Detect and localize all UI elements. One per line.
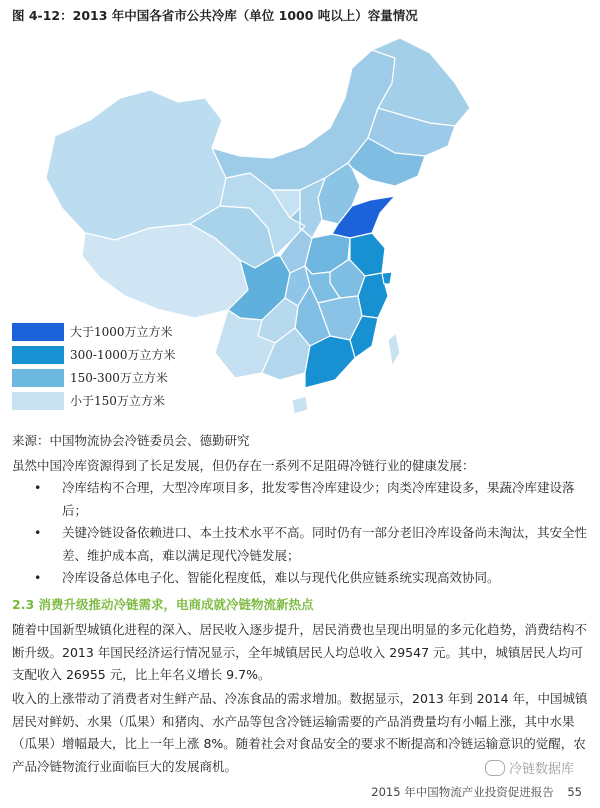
region-hainan	[292, 396, 308, 414]
legend-swatch	[12, 392, 64, 410]
legend-item	[12, 320, 176, 343]
page-footer	[371, 784, 582, 800]
intro-paragraph: 虽然中国冷库资源得到了长足发展，但仍存在一系列不足阻碍冷链行业的健康发展：	[12, 458, 475, 473]
footer-report-title: 2015 年中国物流产业投资促进报告	[371, 785, 554, 799]
legend-swatch	[12, 323, 64, 341]
bullet-text: 关键冷链设备依赖进口、本土技术水平不高。同时仍有一部分老旧冷库设备尚未淘汰，其安全性差、维护成本高，难以满足现代冷链发展；	[62, 525, 588, 563]
region-shanghai	[382, 272, 392, 284]
region-taiwan	[388, 333, 400, 366]
bullet-marker: •	[34, 525, 42, 540]
bullet-item	[12, 567, 588, 590]
body-paragraph: 收入的上涨带动了消费者对生鲜产品、冷冻食品的需求增加。数据显示，2013 年到 2014 年，中国城镇居民对鲜奶、水果（瓜果）和猪肉、水产品等包含冷链运输需要的产品消费量均有小幅上涨，其中水果（瓜果）增幅最大，比上一年上涨 8%。随着社会对食品安全的要求不断提高和冷链运输意识的觉醒，农产品冷链物流行业面临巨大的发展商机。	[12, 691, 588, 774]
section-heading: 2.3 消费升级推动冷链需求，电商成就冷链物流新热点	[12, 597, 314, 612]
legend-swatch	[12, 346, 64, 364]
bullet-text: 冷库结构不合理，大型冷库项目多，批发零售冷库建设少；肉类冷库建设多，果蔬冷库建设落后；	[62, 480, 575, 518]
bullet-marker: •	[34, 480, 42, 495]
legend-label: 300-1000万立方米	[70, 348, 176, 362]
legend-item	[12, 343, 176, 366]
map-legend	[12, 320, 176, 412]
legend-item	[12, 389, 176, 412]
wechat-icon	[485, 760, 505, 776]
legend-label: 150-300万立方米	[70, 371, 168, 385]
page-number: 55	[567, 785, 582, 799]
region-xinjiang	[46, 90, 226, 240]
watermark	[485, 758, 574, 777]
body-paragraph: 随着中国新型城镇化进程的深入、居民收入逐步提升，居民消费也呈现出明显的多元化趋势，消费结构不断升级。2013 年国民经济运行情况显示，全年城镇居民人均总收入 29547 元。其中，城镇居民人均可支配收入 26955 元，比上年名义增长 9.7%。	[12, 622, 588, 682]
figure-source: 来源：中国物流协会冷链委员会、德勤研究	[12, 433, 250, 448]
legend-swatch	[12, 369, 64, 387]
bullet-marker: •	[34, 570, 42, 585]
figure-title: 图 4-12：2013 年中国各省市公共冷库（单位 1000 吨以上）容量情况	[12, 8, 418, 23]
legend-label: 小于150万立方米	[70, 394, 165, 408]
bullet-item	[12, 477, 588, 522]
legend-label: 大于1000万立方米	[70, 325, 173, 339]
bullet-text: 冷库设备总体电子化、智能化程度低，难以与现代化供应链系统实现高效协同。	[62, 570, 500, 585]
bullet-list	[12, 477, 588, 590]
watermark-text: 冷链数据库	[508, 762, 574, 777]
bullet-item	[12, 522, 588, 567]
legend-item	[12, 366, 176, 389]
